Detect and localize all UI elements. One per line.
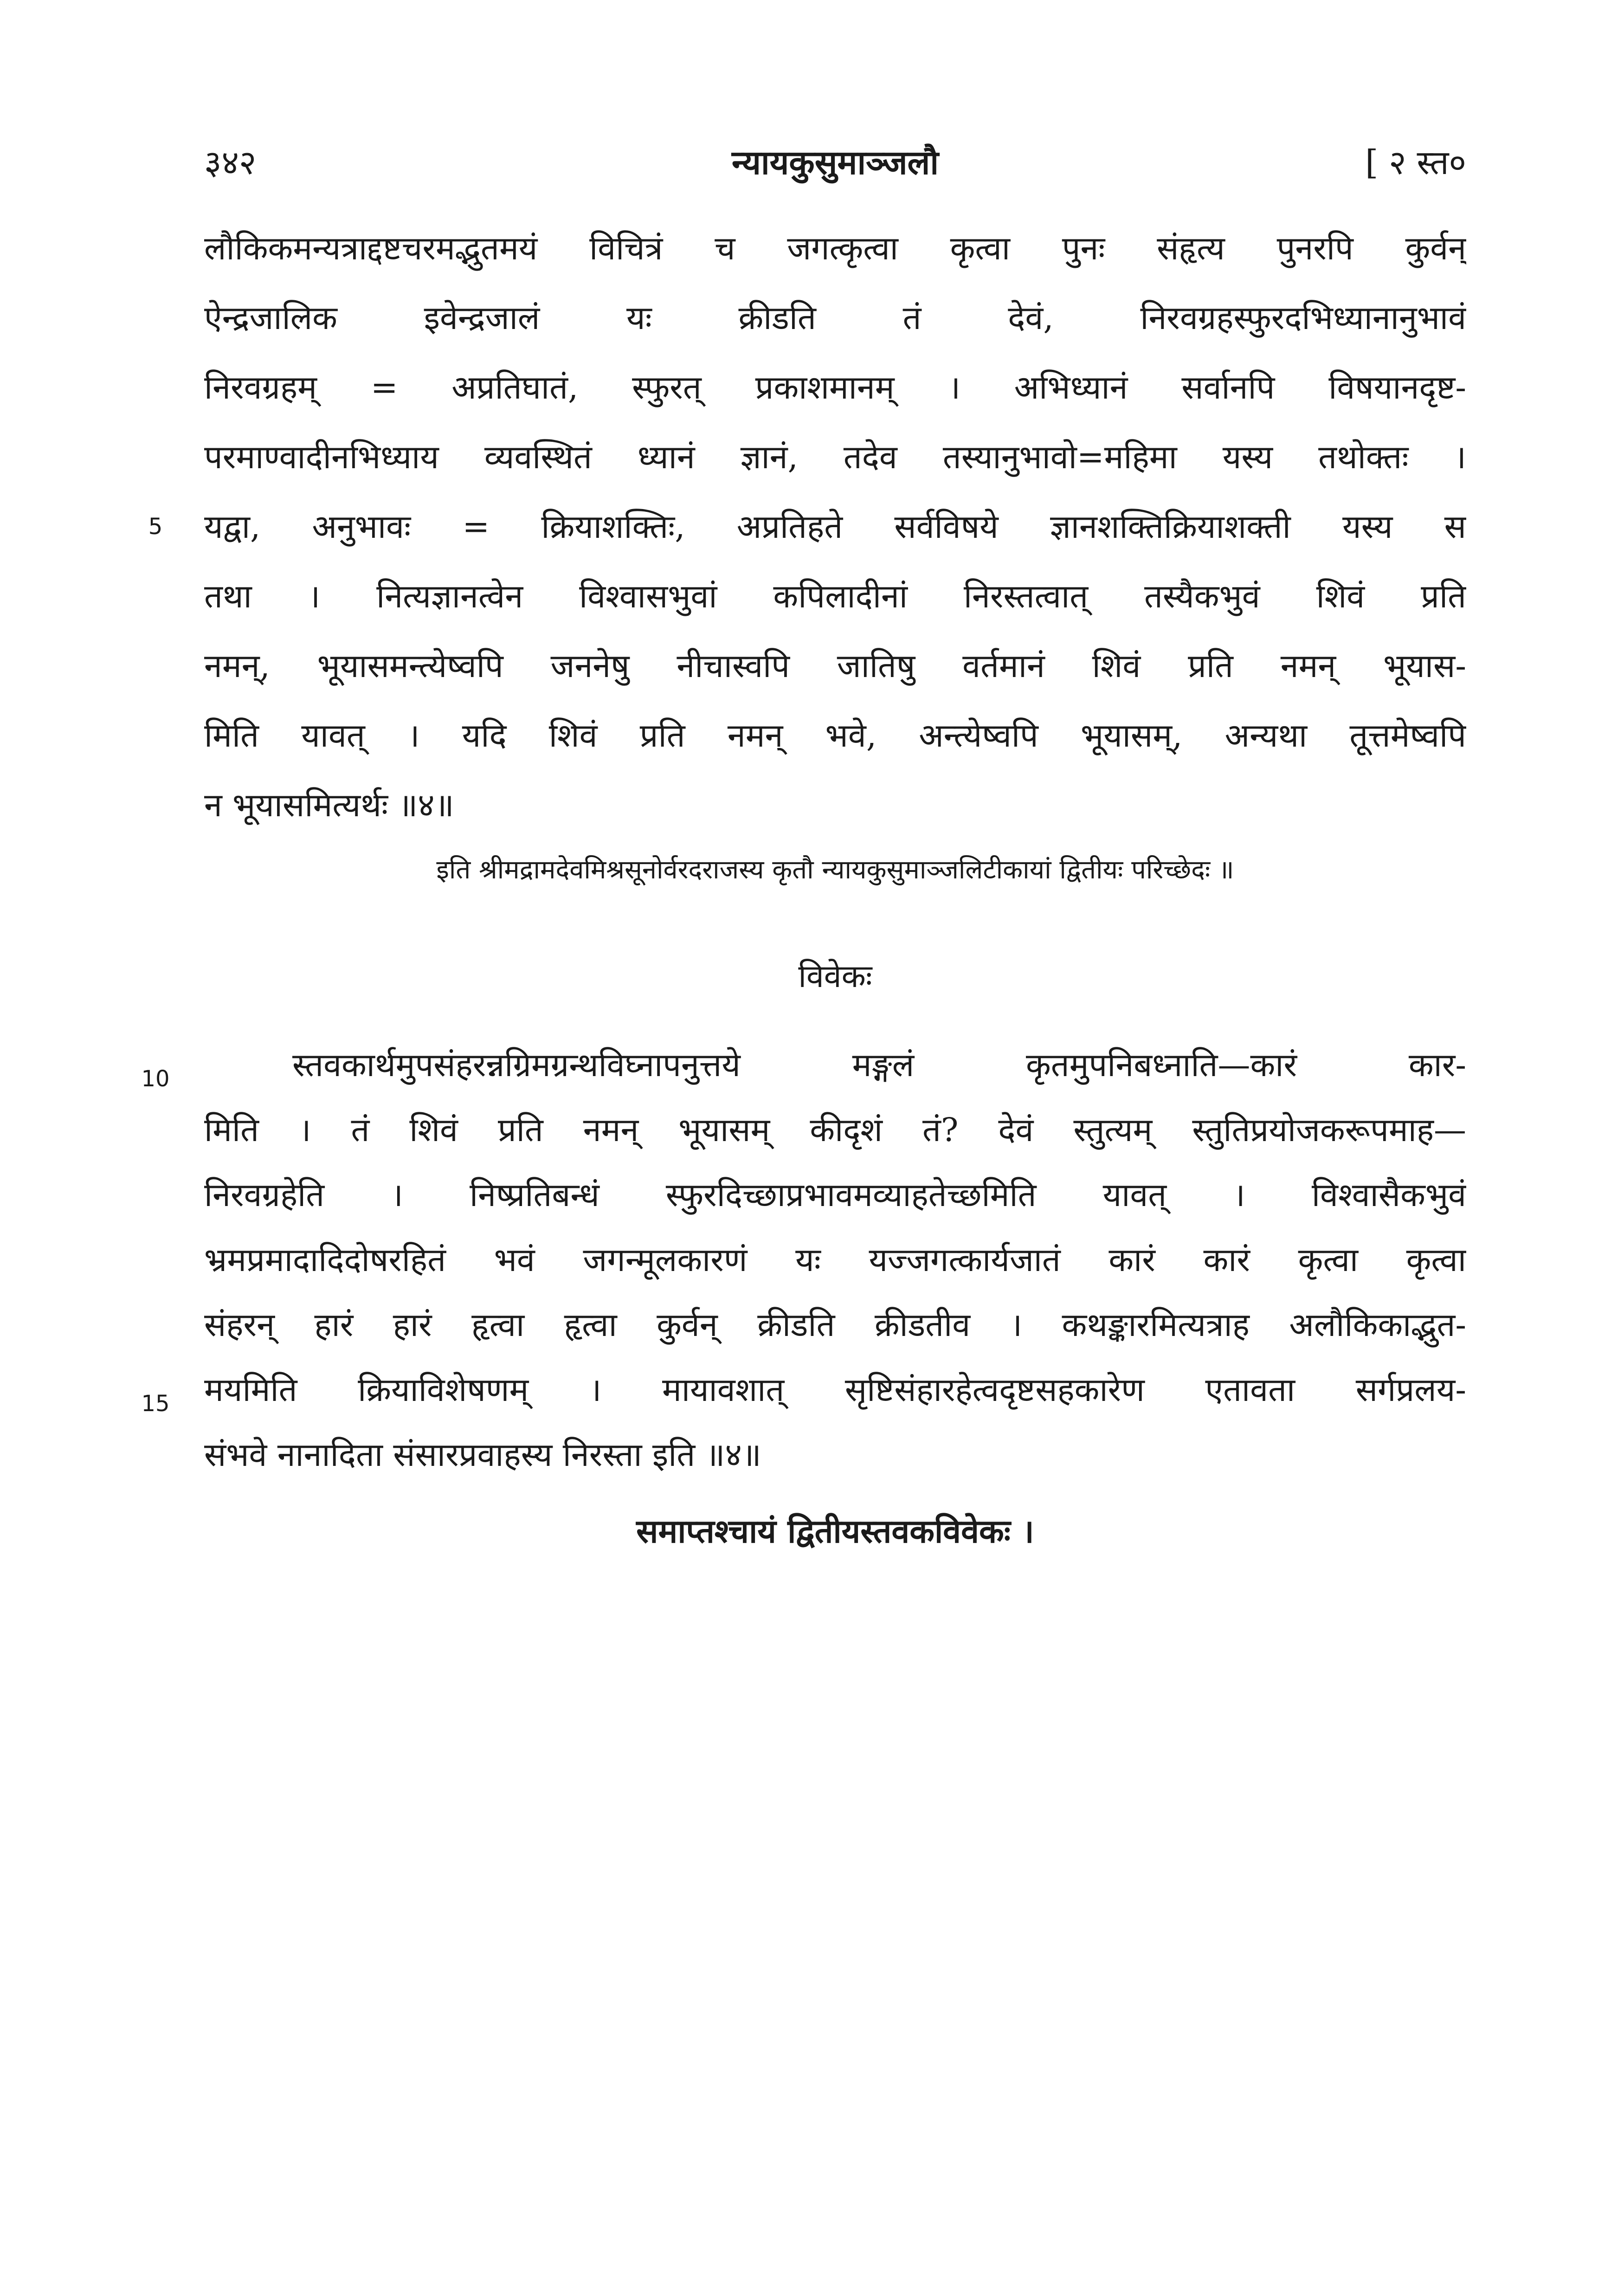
commentary-line: नमन्, भूयासमन्त्येष्वपि जननेषु नीचास्वपि जातिषु वर्तमानं शिवं प्रति नमन् भूयास- xyxy=(204,647,1466,685)
viveka-line: स्तवकार्थमुपसंहरन्नग्रिमग्रन्थविघ्नापनुत्तये मङ्गलं कृतमुपनिबध्नाति—कारं कार- xyxy=(292,1046,1466,1084)
commentary-line: न भूयासमित्यर्थः ॥४॥ xyxy=(204,786,454,824)
viveka-line: मिति । तं शिवं प्रति नमन् भूयासम् कीदृशं तं? देवं स्तुत्यम् स्तुतिप्रयोजकरूपमाह— xyxy=(204,1111,1466,1149)
viveka-line: निरवग्रहेति । निष्प्रतिबन्धं स्फुरदिच्छाप्रभावमव्याहतेच्छमिति यावत् । विश्वासैकभुवं xyxy=(204,1176,1466,1214)
commentary-line: तथा । नित्यज्ञानत्वेन विश्वासभुवां कपिलादीनां निरस्तत्वात् तस्यैकभुवं शिवं प्रति xyxy=(204,577,1466,615)
colophon: इति श्रीमद्रामदेवमिश्रसूनोर्वरदराजस्य कृतौ न्यायकुसुमाञ्जलिटीकायां द्वितीयः परिच्छेदः ॥ xyxy=(436,855,1234,885)
commentary-line: ऐन्द्रजालिक इवेन्द्रजालं यः क्रीडति तं देवं, निरवग्रहस्फुरदभिध्यानानुभावं xyxy=(204,299,1466,337)
commentary-line: मिति यावत् । यदि शिवं प्रति नमन् भवे, अन्त्येष्वपि भूयासम्, अन्यथा तूत्तमेष्वपि xyxy=(204,716,1466,755)
line-number-15: 15 xyxy=(141,1391,170,1417)
line-number-5: 5 xyxy=(148,514,163,540)
section-mark: [ २ स्त० xyxy=(1365,143,1466,182)
line-number-10: 10 xyxy=(141,1066,170,1092)
viveka-line: भ्रमप्रमादादिदोषरहितं भवं जगन्मूलकारणं यः यज्जगत्कार्यजातं कारं कारं कृत्वा कृत्वा xyxy=(204,1241,1466,1279)
closing-line: समाप्तश्चायं द्वितीयस्तवकविवेकः । xyxy=(636,1512,1034,1550)
section-heading-viveka: विवेकः xyxy=(798,958,872,995)
page-number: ३४२ xyxy=(204,143,257,182)
viveka-line: संभवे नानादिता संसारप्रवाहस्य निरस्ता इति ॥४॥ xyxy=(204,1436,761,1474)
viveka-line: मयमिति क्रियाविशेषणम् । मायावशात् सृष्टिसंहारहेत्वदृष्टसहकारेण एतावता सर्गप्रलय- xyxy=(204,1371,1466,1409)
running-title: न्यायकुसुमाञ्जलौ xyxy=(732,142,939,182)
commentary-line: परमाण्वादीनभिध्याय व्यवस्थितं ध्यानं ज्ञानं, तदेव तस्यानुभावो=महिमा यस्य तथोक्तः । xyxy=(204,438,1466,476)
commentary-line: यद्वा, अनुभावः = क्रियाशक्तिः, अप्रतिहते सर्वविषये ज्ञानशक्तिक्रियाशक्ती यस्य स xyxy=(204,508,1466,546)
commentary-line: निरवग्रहम् = अप्रतिघातं, स्फुरत् प्रकाशमानम् । अभिध्यानं सर्वानपि विषयानदृष्ट- xyxy=(204,368,1466,406)
viveka-line: संहरन् हारं हारं हृत्वा हृत्वा कुर्वन् क्रीडति क्रीडतीव । कथङ्कारमित्यत्राह अलौकिकाद्भुत- xyxy=(204,1306,1466,1344)
commentary-line: लौकिकमन्यत्राद्दष्टचरमद्भुतमयं विचित्रं च जगत्कृत्वा कृत्वा पुनः संहृत्य पुनरपि कुर्वन् xyxy=(204,229,1466,267)
page-header xyxy=(204,139,1466,190)
